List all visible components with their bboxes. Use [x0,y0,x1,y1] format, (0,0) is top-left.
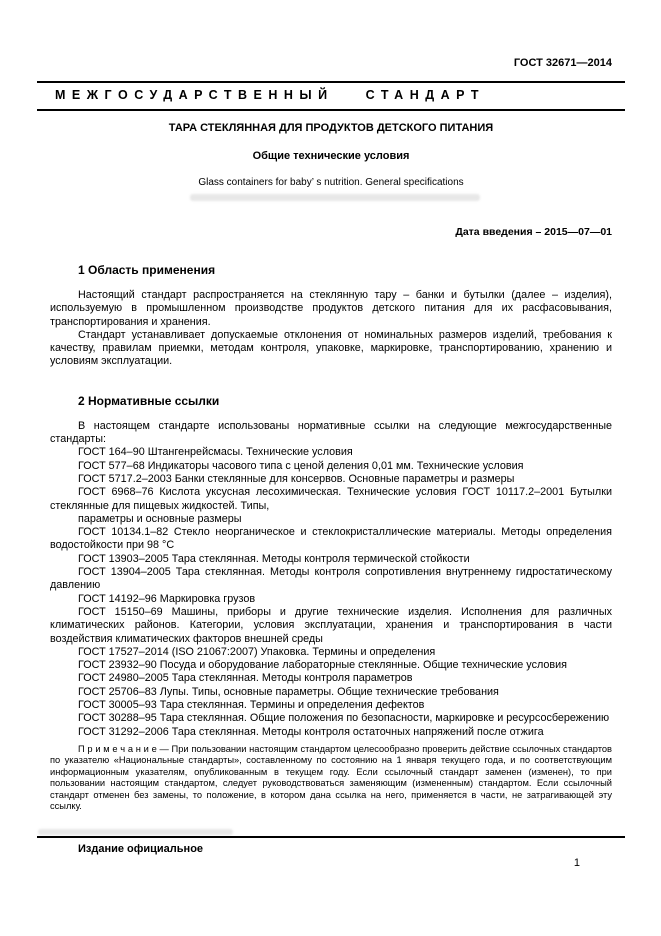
section-2-heading: 2 Нормативные ссылки [78,393,220,408]
section-1-paragraph: Стандарт устанавливает допускаемые отклонения от номинальных размеров изделий, требования к качеству, правилам приемки, методам контроля, упаковке, маркировке, транспортированию, хранению и условиям эксплуатации. [50,328,612,368]
reference-item: параметры и основные размеры [78,512,242,525]
section-2-note: П р и м е ч а н и е — При пользовании настоящим стандартом целесообразно проверить действие ссылочных стандартов по указателю «Национальные стандарты», составленному по состоянию на 1 января текущего года, и по соответствующим информационным указателям, опубликованным в текущем году. Если ссылочный стандарт заменен (изменен), то при пользовании настоящим стандартом, следует руководствоваться заменяющим (измененным) стандартом. Если ссылочный стандарт отменен без замены, то положение, в котором дана ссылка на него, применяется в части, не затрагивающей эту ссылку. [50,743,612,811]
reference-item: ГОСТ 30288–95 Тара стеклянная. Общие положения по безопасности, маркировке и ресурсосбережению [78,712,610,725]
section-1-paragraph: Настоящий стандарт распространяется на стеклянную тару – банки и бутылки (далее – изделия), используемую в промышленном производстве продуктов детского питания для их расфасовывания, транспортирования и хранения. [50,289,612,328]
reference-item: ГОСТ 13903–2005 Тара стеклянная. Методы контроля термической стойкости [78,552,470,565]
document-subtitle: Общие технические условия [252,150,410,162]
edition-label: Издание официальное [78,843,204,855]
introduction-date: Дата введения – 2015—07—01 [455,226,612,238]
reference-item: ГОСТ 31292–2006 Тара стеклянная. Методы контроля остаточных напряжений после отжига [78,725,544,738]
reference-item: ГОСТ 15150–69 Машины, приборы и другие технические изделия. Исполнения для различных климатических районов. Категории, условия эксплуатации, хранения и транспортирования в части воздействия климатических факторов внешней среды [50,605,612,645]
document-title: ТАРА СТЕКЛЯННАЯ ДЛЯ ПРОДУКТОВ ДЕТСКОГО ПИТАНИЯ [168,122,494,134]
references-list [50,446,612,739]
reference-item: ГОСТ 25706–83 Лупы. Типы, основные параметры. Общие технические требования [78,685,499,698]
reference-item: ГОСТ 10134.1–82 Стекло неорганическое и стеклокристаллические материалы. Методы определения водостойкости при 98 °С [50,526,612,552]
page-number: 1 [573,857,580,869]
section-1-heading: 1 Область применения [78,263,216,277]
scan-artifact [38,829,233,835]
reference-item: ГОСТ 14192–96 Маркировка грузов [78,592,256,605]
document-title-english: Glass containers for baby’ s nutrition. General specifications [198,177,464,188]
standard-type-band: МЕЖГОСУДАРСТВЕННЫЙ СТАНДАРТ [37,81,625,111]
page-content [50,112,612,812]
reference-item: ГОСТ 5717.2–2003 Банки стеклянные для консервов. Основные параметры и размеры [78,472,515,485]
section-2-intro: В настоящем стандарте использованы нормативные ссылки на следующие межгосударственные стандарты: [50,419,612,446]
page-footer [37,836,625,869]
reference-item: ГОСТ 30005–93 Тара стеклянная. Термины и определения дефектов [78,699,425,712]
reference-item: ГОСТ 17527–2014 (ISO 21067:2007) Упаковка. Термины и определения [78,645,436,658]
doc-number: ГОСТ 32671—2014 [513,57,612,69]
reference-item: ГОСТ 23932–90 Посуда и оборудование лабораторные стеклянные. Общие технические условия [78,659,568,672]
reference-item: ГОСТ 6968–76 Кислота уксусная лесохимическая. Технические условия ГОСТ 10117.2–2001 Бутылки стеклянные для пищевых жидкостей. Типы, [50,486,612,512]
reference-item: ГОСТ 13904–2005 Тара стеклянная. Методы контроля сопротивления внутреннему гидростатическому давлению [50,566,612,592]
reference-item: ГОСТ 24980–2005 Тара стеклянная. Методы контроля параметров [78,672,413,685]
reference-item: ГОСТ 577–68 Индикаторы часового типа с ценой деления 0,01 мм. Технические условия [78,459,524,472]
reference-item: ГОСТ 164–90 Штангенрейсмасы. Технические условия [78,446,353,459]
